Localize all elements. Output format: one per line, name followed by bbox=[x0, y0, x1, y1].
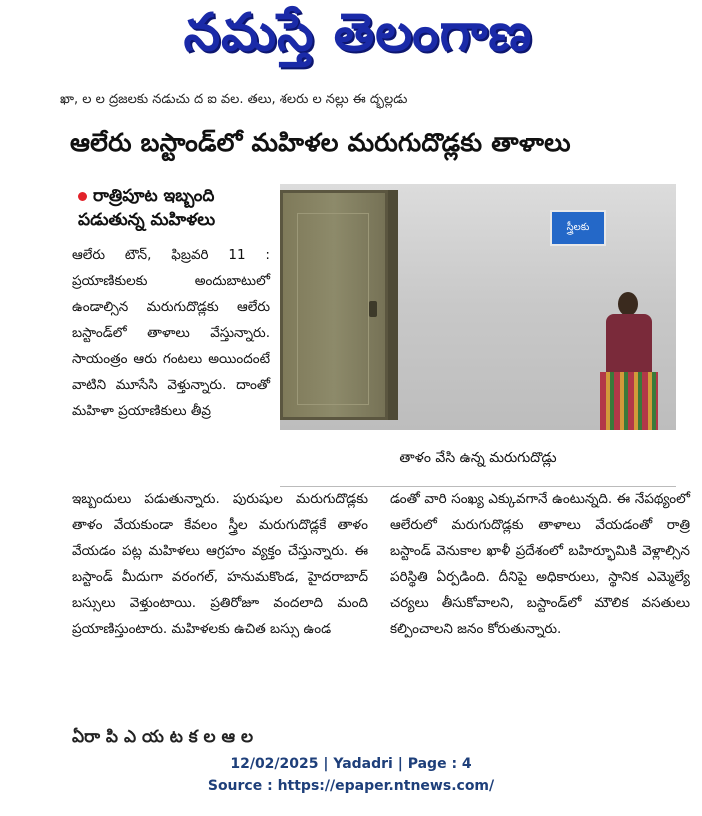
footer-date-edition: 12/02/2025 | Yadadri | Page : 4 bbox=[230, 756, 472, 772]
footer-source: Source : https://epaper.ntnews.com/ bbox=[207, 778, 495, 794]
woman-figure bbox=[596, 292, 662, 430]
body-column-left: ఆలేరు టౌన్‌, ఫిబ్రవరి 11 : ప్రయాణికులకు అందుబాటులో ఉండాల్సిన మరుగుదొడ్లకు ఆలేరు బస్టాండ్‌లో తాళాలు వేస్తున్నారు. సాయంత్రం ఆరు గంటలు అయిందంటే వాటిని మూసేసి వెళ్తున్నారు. దాంతో మహిళా ప్రయాణికులు తీవ్ర bbox=[72, 247, 270, 419]
door-panel bbox=[297, 213, 369, 405]
toilet-door bbox=[280, 190, 388, 420]
woman-saree bbox=[600, 372, 658, 430]
body-column-right: డంతో వారి సంఖ్య ఎక్కువగానే ఉంటున్నది. ఈ నేపథ్యంలో ఆలేరులో మరుగుదొడ్లకు తాళాలు వేయడంతో రాత్రి బస్టాండ్‌ వెనుకాల ఖాళీ ప్రదేశంలో బహిర్భూమికి వెళ్లాల్సిన పరిస్థితి ఏర్పడింది. దీనిపై అధికారులు, స్థానిక ఎమ్మెల్యే చర్యలు తీసుకోవాలని, బస్టాండ్‌లో మౌలిక వసతులు కల్పించాలని జనం కోరుతున్నారు. bbox=[390, 491, 690, 637]
cut-off-text-line: ఖా, ల ల ద్రజలకు నడుచు ద ఐ వల. తలు, శలరు ల నల్లు ఈ ద్భల్లడు bbox=[60, 92, 408, 107]
photo-caption: తాళం వేసి ఉన్న మరుగుదొడ్లు bbox=[399, 450, 557, 466]
body-column-wide: ఇబ్బందులు పడుతున్నారు. పురుషుల మరుగుదొడ్లకు తాళం వేయకుండా కేవలం స్త్రీల మరుగుదొడ్లకే తాళం వేయడం పట్ల మహిళలు ఆగ్రహం వ్యక్తం చేస్తున్నారు. ఈ బస్టాండ్‌ మీదుగా వరంగల్‌, హనుమకొండ, హైదరాబాద్‌ బస్సులు వెళ్తుంటాయి. ప్రతిరోజూ వందలాది మంది ప్రయాణిస్తుంటారు. మహిళలకు ఉచిత బస్సు ఉండ bbox=[72, 491, 368, 637]
masthead-logo: నమస్తే తెలంగాణ bbox=[183, 2, 533, 63]
woman-body bbox=[606, 314, 652, 374]
article-photo bbox=[280, 184, 676, 430]
bullet-dot-icon bbox=[78, 192, 87, 201]
kicker-text: రాత్రిపూట ఇబ్బంది పడుతున్న మహిళలు bbox=[78, 186, 216, 230]
padlock-icon bbox=[369, 301, 377, 317]
photo-caption-box bbox=[280, 430, 676, 487]
ladies-sign: స్త్రీలకు bbox=[550, 210, 606, 246]
cut-off-text-bottom: ఏరా పి ఎ య ట క ల ఆ ల bbox=[72, 727, 254, 747]
woman-head bbox=[618, 292, 638, 316]
article-kicker bbox=[78, 184, 278, 232]
door-frame bbox=[388, 190, 398, 420]
article-headline: ఆలేరు బస్టాండ్‌లో మహిళల మరుగుదొడ్లకు తాళాలు bbox=[70, 128, 571, 157]
